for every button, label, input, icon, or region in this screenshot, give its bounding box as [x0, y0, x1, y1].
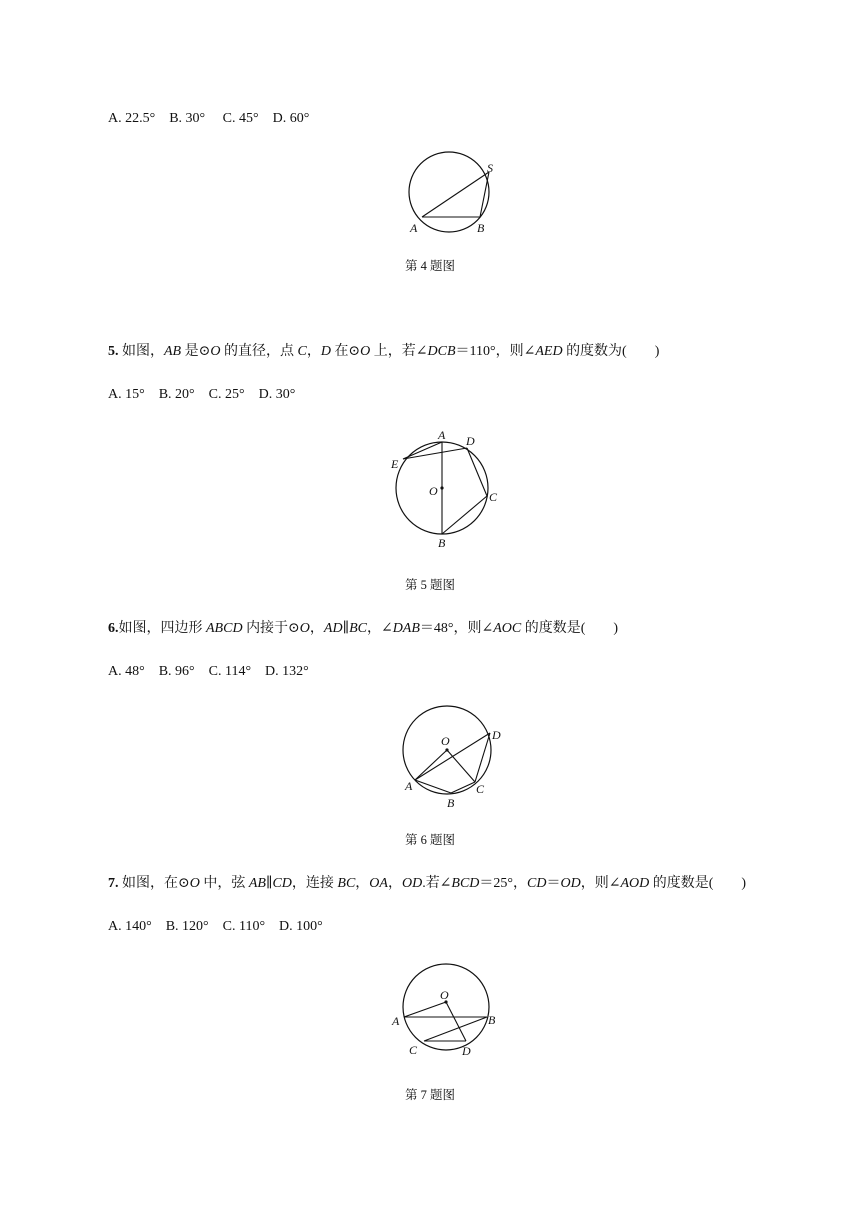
q7-stem-var: O	[189, 876, 200, 891]
q4-chord-as	[422, 172, 489, 217]
q6-stem-text: 如图，四边形	[118, 621, 206, 636]
q7-stem-var: CD	[527, 876, 547, 891]
q4-figure	[395, 145, 505, 240]
q5-label-d: D	[466, 434, 475, 448]
q7-stem-var: CD	[272, 876, 292, 891]
q7-stem-text: ＝	[546, 876, 561, 891]
q5-label-e: E	[391, 457, 399, 471]
q6-stem-text: 内接于⊙	[242, 621, 300, 636]
q6-radius-oa	[415, 750, 447, 780]
q6-stem-var: DAB	[392, 621, 420, 636]
q5-number: 5.	[108, 344, 119, 359]
q6-number: 6.	[108, 621, 119, 636]
q5-options: A. 15° B. 20° C. 25° D. 30°	[108, 387, 296, 402]
q7-label-o: O	[440, 988, 449, 1002]
q5-stem-text: 上，若∠	[370, 344, 428, 359]
q6-stem-var: BC	[349, 621, 367, 636]
q7-stem-var: OD	[401, 876, 423, 891]
q7-radius-oa	[404, 1002, 446, 1017]
q6-stem-text: 的度数是( )	[521, 621, 619, 636]
q5-stem-var: AB	[164, 344, 182, 359]
q4-label-a: A	[410, 221, 418, 235]
q6-label-o: O	[441, 734, 450, 748]
q5-stem-var: D	[320, 344, 331, 359]
q6-label-c: C	[476, 782, 485, 796]
q7-stem-text: 的度数是( )	[649, 876, 747, 891]
q5-figure	[385, 428, 505, 550]
q5-stem-var: DCB	[427, 344, 456, 359]
q7-label-a: A	[392, 1014, 400, 1028]
q5-stem-text: ，	[306, 344, 321, 359]
q6-stem-text: ，	[309, 621, 324, 636]
q6-label-a: A	[405, 779, 413, 793]
q5-label-o: O	[429, 484, 438, 498]
q6-stem-var: AD	[323, 621, 343, 636]
q5-stem-text: 的度数为( )	[562, 344, 660, 359]
q7-stem-var: BC	[337, 876, 356, 891]
q7-stem-text: .若∠	[422, 876, 452, 891]
q7-label-c: C	[409, 1043, 418, 1057]
q5-stem-text: ＝110°，则∠	[455, 344, 536, 359]
q7-stem-text: ，	[355, 876, 370, 891]
q6-caption: 第 6 题图	[404, 833, 455, 847]
q7-label-d: D	[462, 1044, 471, 1058]
q5-stem-text: 的直径，点	[220, 344, 298, 359]
q7-circle	[403, 964, 489, 1050]
q7-caption: 第 7 题图	[404, 1088, 455, 1102]
q5-caption: 第 5 题图	[404, 578, 455, 592]
q7-stem-var: OA	[369, 876, 388, 891]
q5-center-dot	[440, 486, 443, 489]
q5-stem-text: 是⊙	[181, 344, 211, 359]
q6-stem-var: ABCD	[206, 621, 243, 636]
q6-stem-text: ∥	[342, 621, 350, 636]
q7-stem-var: BCD	[451, 876, 480, 891]
q6-stem-text: ，∠	[366, 621, 393, 636]
q4-caption: 第 4 题图	[404, 259, 455, 273]
q5-chord-ed	[403, 448, 467, 459]
q5-stem-var: AED	[535, 344, 563, 359]
q6-center-dot	[445, 748, 448, 751]
q7-stem-text: ＝25°，	[479, 876, 528, 891]
q7-label-b: B	[488, 1013, 496, 1027]
q5-stem	[108, 343, 659, 361]
q7-stem-var: OD	[560, 876, 581, 891]
q7-stem-text: ，	[387, 876, 402, 891]
q4-circle	[409, 152, 489, 232]
q7-stem-var: AOD	[620, 876, 650, 891]
q5-stem-var: O	[210, 344, 221, 359]
q7-stem-text: ∥	[265, 876, 273, 891]
q7-figure	[388, 955, 508, 1065]
q7-stem-text: ，连接	[291, 876, 338, 891]
q5-chord-dc	[467, 448, 487, 496]
q5-chord-ae	[403, 442, 442, 459]
q6-options: A. 48° B. 96° C. 114° D. 132°	[108, 664, 309, 679]
q6-label-b: B	[447, 796, 455, 810]
q5-stem-text: 在⊙	[330, 344, 361, 359]
q7-stem-var: AB	[248, 876, 266, 891]
q6-figure	[395, 700, 515, 810]
q4-label-s: S	[487, 161, 493, 175]
q4-label-b: B	[477, 221, 485, 235]
q6-stem-text: ＝48°，则∠	[419, 621, 494, 636]
q5-label-b: B	[438, 536, 446, 550]
q7-stem	[108, 875, 746, 893]
q6-stem	[108, 620, 618, 638]
q5-stem-var: O	[360, 344, 371, 359]
q5-label-a: A	[438, 428, 446, 442]
q7-stem-text: 中，弦	[199, 876, 249, 891]
q7-stem-text: 如图，在⊙	[122, 876, 190, 891]
q7-options: A. 140° B. 120° C. 110° D. 100°	[108, 919, 323, 934]
q6-stem-var: AOC	[493, 621, 522, 636]
q7-stem-text: ，则∠	[580, 876, 621, 891]
q5-stem-text: 如图，	[122, 344, 164, 359]
q6-label-d: D	[492, 728, 501, 742]
q5-label-c: C	[489, 490, 498, 504]
q7-radius-od	[446, 1002, 466, 1041]
q7-number: 7.	[108, 876, 119, 891]
q6-chord-ab	[415, 780, 451, 793]
q5-stem-var: C	[297, 344, 307, 359]
q4-options: A. 22.5° B. 30° C. 45° D. 60°	[108, 111, 310, 126]
q6-radius-oc	[447, 750, 475, 782]
q6-stem-var: O	[299, 621, 310, 636]
